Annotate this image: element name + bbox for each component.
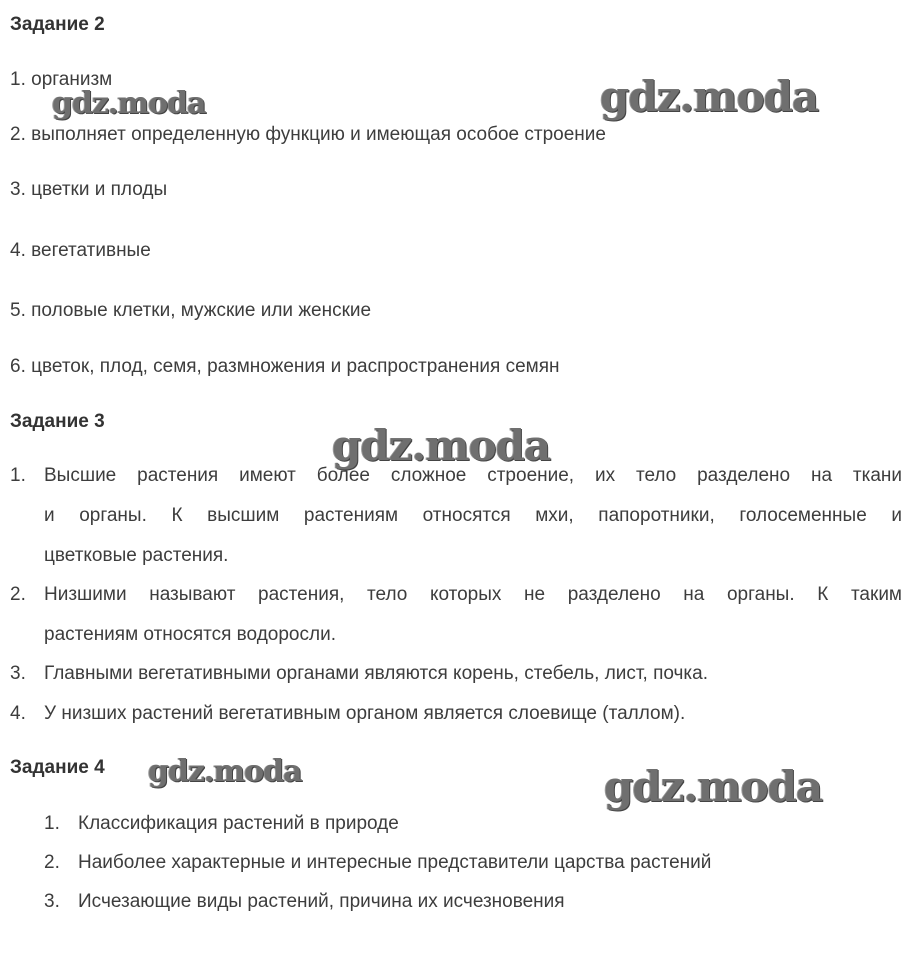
- task2-item-6: 6. цветок, плод, семя, размножения и распространения семян: [10, 356, 560, 377]
- task3-item-3-line-1: Главными вегетативными органами являются корень, стебель, лист, почка.: [44, 663, 708, 684]
- task3-item-4-line-1: У низших растений вегетативным органом является слоевище (таллом).: [44, 703, 686, 724]
- watermark-logo: gdz.moda: [600, 72, 819, 121]
- task2-heading: Задание 2: [10, 14, 105, 35]
- task4-item-3-text: Исчезающие виды растений, причина их исчезновения: [78, 891, 565, 912]
- task2-item-4: 4. вегетативные: [10, 240, 151, 261]
- task2-item-2: 2. выполняет определенную функцию и имеющая особое строение: [10, 124, 606, 145]
- watermark-logo: gdz.moda: [332, 421, 551, 470]
- task4-item-2-number: 2.: [44, 852, 60, 873]
- task3-item-2-line-2: растениям относятся водоросли.: [44, 624, 336, 645]
- task3-item-4-number: 4.: [10, 703, 26, 724]
- task2-item-1: 1. организм: [10, 69, 113, 90]
- watermark-logo: gdz.moda: [148, 754, 302, 789]
- task3-item-1-number: 1.: [10, 465, 26, 486]
- watermark-logo: gdz.moda: [604, 762, 823, 811]
- task4-item-1-number: 1.: [44, 813, 60, 834]
- task4-heading: Задание 4: [10, 757, 105, 778]
- task2-item-5: 5. половые клетки, мужские или женские: [10, 300, 372, 321]
- task3-item-1-line-1: Высшие растения имеют более сложное строение, их тело разделено на ткани: [44, 465, 902, 486]
- task3-item-3-number: 3.: [10, 663, 26, 684]
- task3-item-2-number: 2.: [10, 584, 26, 605]
- task3-item-1-line-3: цветковые растения.: [44, 545, 229, 566]
- watermark-logo: gdz.moda: [52, 86, 206, 121]
- task3-item-1-line-2: и органы. К высшим растениям относятся мхи, папоротники, голосеменные и: [44, 505, 902, 526]
- task3-heading: Задание 3: [10, 411, 105, 432]
- task2-item-3: 3. цветки и плоды: [10, 179, 168, 200]
- task4-item-3-number: 3.: [44, 891, 60, 912]
- task3-item-2-line-1: Низшими называют растения, тело которых не разделено на органы. К таким: [44, 584, 902, 605]
- task4-item-2-text: Наиболее характерные и интересные представители царства растений: [78, 852, 712, 873]
- task4-item-1-text: Классификация растений в природе: [78, 813, 399, 834]
